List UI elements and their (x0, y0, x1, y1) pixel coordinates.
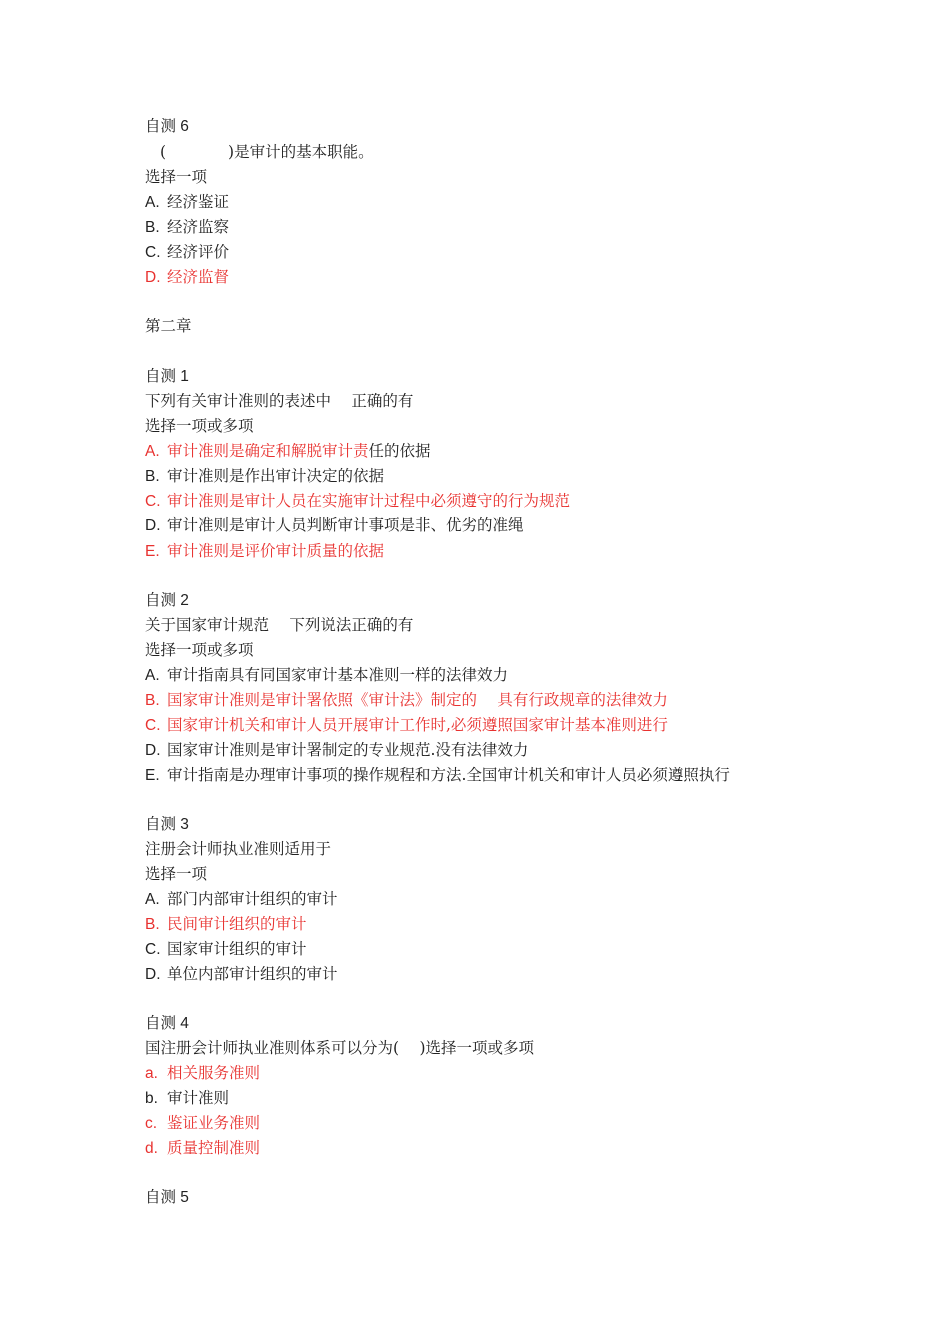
option-d-correct: d. 质量控制准则 (145, 1139, 261, 1157)
question-stem: 国注册会计师执业准则体系可以分为( )选择一项或多项 (145, 1039, 535, 1057)
question-instruction: 选择一项 (145, 865, 208, 883)
option-c-correct: c. 鉴证业务准则 (145, 1114, 261, 1132)
option-a: A. 审计指南具有同国家审计基本准则一样的法律效力 (145, 666, 509, 684)
option-d: D. 国家审计准则是审计署制定的专业规范.没有法律效力 (145, 741, 529, 759)
question-stem: 注册会计师执业准则适用于 (145, 840, 332, 858)
option-b-correct: B. 国家审计准则是审计署依照《审计法》制定的 具有行政规章的法律效力 (145, 691, 668, 709)
option-b-correct: B. 民间审计组织的审计 (145, 915, 307, 933)
option-a-correct: a. 相关服务准则 (145, 1064, 261, 1082)
question-stem: 关于国家审计规范 下列说法正确的有 (145, 616, 414, 634)
option-e: E. 审计指南是办理审计事项的操作规程和方法.全国审计机关和审计人员必须遵照执行 (145, 766, 730, 784)
option-e-correct: E. 审计准则是评价审计质量的依据 (145, 542, 385, 560)
question-heading: 自测 4 (145, 1015, 189, 1032)
question-instruction: 选择一项或多项 (145, 641, 254, 659)
question-heading: 自测 6 (145, 118, 189, 135)
option-c: C. 经济评价 (145, 243, 230, 261)
question-heading: 自测 2 (145, 592, 189, 609)
option-d: D. 单位内部审计组织的审计 (145, 965, 338, 983)
option-a: A. 经济鉴证 (145, 193, 230, 211)
option-c: C. 国家审计组织的审计 (145, 940, 307, 958)
question-heading: 自测 3 (145, 816, 189, 833)
option-b: b. 审计准则 (145, 1089, 230, 1107)
question-stem: ( )是审计的基本职能。 (160, 143, 374, 161)
question-instruction: 选择一项或多项 (145, 417, 254, 435)
option-b: B. 经济监察 (145, 218, 230, 236)
option-a-correct: A. 审计准则是确定和解脱审计责任的依据 (145, 442, 431, 460)
option-a: A. 部门内部审计组织的审计 (145, 890, 338, 908)
option-d-correct: D. 经济监督 (145, 268, 230, 286)
option-c-correct: C. 审计准则是审计人员在实施审计过程中必须遵守的行为规范 (145, 492, 571, 510)
option-d: D. 审计准则是审计人员判断审计事项是非、优劣的准绳 (145, 516, 524, 534)
question-heading: 自测 5 (145, 1189, 189, 1206)
question-heading: 自测 1 (145, 368, 189, 385)
chapter-title: 第二章 (145, 317, 192, 335)
option-c-correct: C. 国家审计机关和审计人员开展审计工作时,必须遵照国家审计基本准则进行 (145, 716, 668, 734)
question-stem: 下列有关审计准则的表述中 正确的有 (145, 392, 414, 410)
question-instruction: 选择一项 (145, 168, 208, 186)
option-b: B. 审计准则是作出审计决定的依据 (145, 467, 385, 485)
